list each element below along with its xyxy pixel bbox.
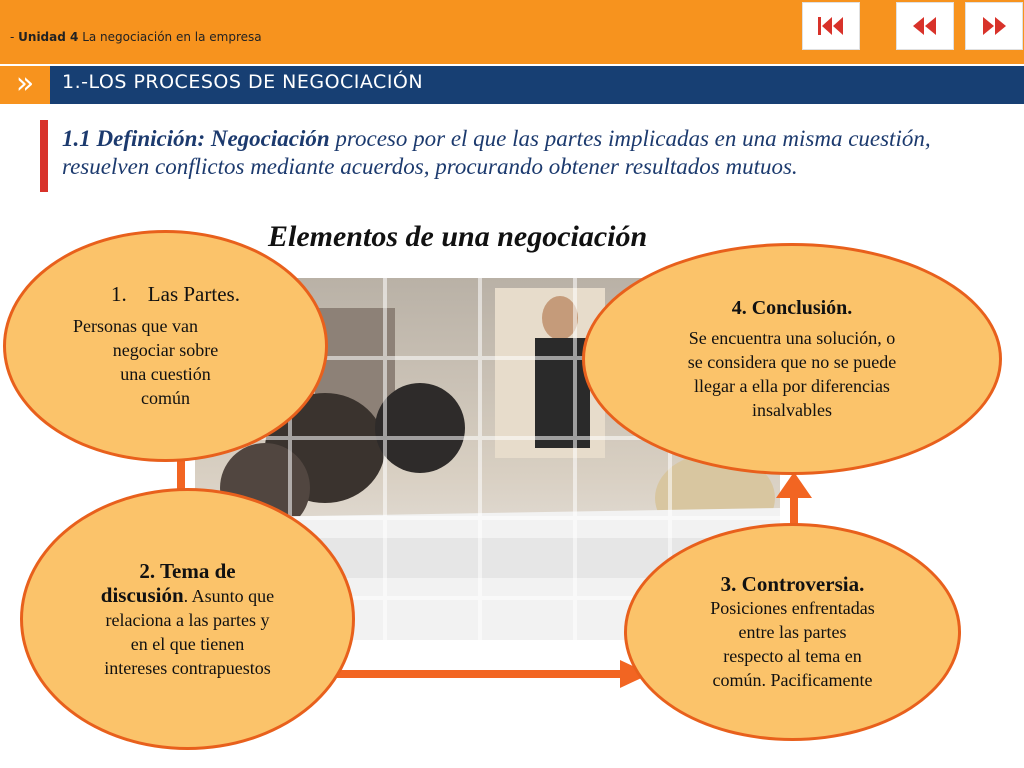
conclusion-line-4: insalvables bbox=[752, 400, 832, 420]
oval-tema-discusion bbox=[20, 488, 355, 750]
arrow-up-head bbox=[776, 472, 812, 498]
unit-label: Unidad 4 bbox=[18, 30, 79, 44]
definition-term: Negociación bbox=[210, 126, 330, 151]
controversia-line-3: respecto al tema en bbox=[723, 646, 862, 666]
tema-line-1: . Asunto que bbox=[183, 585, 275, 606]
oval-las-partes bbox=[3, 230, 328, 462]
controversia-line-4: común. Pacificamente bbox=[712, 670, 873, 690]
tema-line-2: relaciona a las partes y bbox=[105, 609, 270, 630]
breadcrumb bbox=[10, 30, 262, 44]
section-badge: » bbox=[0, 66, 50, 104]
previous-page-button[interactable] bbox=[896, 2, 954, 50]
partes-line-1: Personas que van bbox=[73, 316, 198, 336]
tema-line-4: intereses contrapuestos bbox=[104, 657, 271, 678]
unit-title: La negociación en la empresa bbox=[78, 30, 262, 44]
partes-punct: . bbox=[234, 282, 240, 306]
first-page-button[interactable] bbox=[802, 2, 860, 50]
definition-accent-bar bbox=[40, 120, 48, 192]
conclusion-line-2: se considera que no se puede bbox=[687, 352, 897, 372]
conclusion-title: 4. Conclusión. bbox=[731, 297, 853, 319]
fast-forward-icon bbox=[980, 15, 1008, 37]
section-title: 1.-LOS PROCESOS DE NEGOCIACIÓN bbox=[62, 71, 424, 93]
tema-line-3: en el que tienen bbox=[130, 633, 245, 654]
controversia-title: 3. Controversia. bbox=[720, 572, 865, 596]
definition-text bbox=[62, 125, 962, 181]
oval-conclusion bbox=[582, 243, 1002, 475]
elements-title: Elementos de una negociación bbox=[268, 220, 648, 253]
partes-line-4: común bbox=[141, 388, 190, 408]
rewind-icon bbox=[911, 15, 939, 37]
conclusion-line-1: Se encuentra una solución, o bbox=[688, 328, 896, 348]
conclusion-line-3: llegar a ella por diferencias bbox=[694, 376, 890, 396]
partes-heading bbox=[111, 282, 240, 306]
oval-controversia bbox=[624, 523, 961, 741]
next-page-button[interactable] bbox=[965, 2, 1023, 50]
partes-line-2: negociar sobre bbox=[112, 340, 219, 360]
partes-line-3: una cuestión bbox=[120, 364, 211, 384]
partes-number: 1. bbox=[111, 282, 127, 306]
partes-title: Las Partes bbox=[147, 282, 235, 306]
definition-label: 1.1 Definición: bbox=[62, 126, 206, 151]
tema-title-bold: discusión bbox=[100, 582, 184, 607]
tema-title-line-1: 2. Tema de bbox=[139, 558, 236, 583]
controversia-line-1: Posiciones enfrentadas bbox=[710, 598, 875, 618]
skip-to-start-icon bbox=[816, 15, 846, 37]
controversia-line-2: entre las partes bbox=[738, 622, 847, 642]
breadcrumb-prefix: - bbox=[10, 30, 19, 44]
arrow-right-shaft bbox=[328, 670, 624, 678]
tema-title-line-2 bbox=[101, 583, 274, 608]
definition-body: proceso por el que las partes implicadas en una misma cuestión, resuelven conflictos mediante acuerdos, procurando obtener resultados mutuos. bbox=[62, 126, 931, 179]
